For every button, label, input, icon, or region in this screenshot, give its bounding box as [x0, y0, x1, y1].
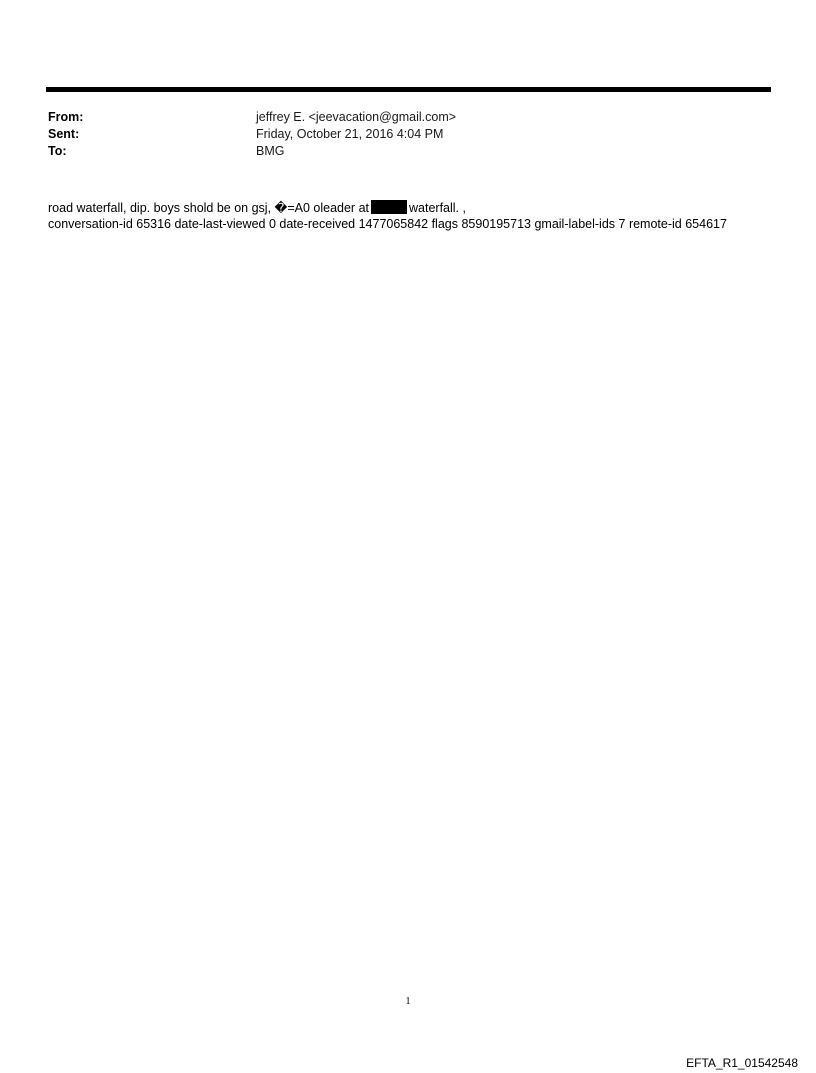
- body-line-1: [48, 200, 773, 216]
- sent-value: Friday, October 21, 2016 4:04 PM: [256, 127, 444, 141]
- message-body: [48, 200, 773, 232]
- to-value: BMG: [256, 144, 285, 158]
- body-line-1-start: road waterfall, dip. boys shold be on gsj, �=A0 oleader at: [48, 201, 369, 215]
- from-label: From:: [48, 110, 84, 124]
- document-id: EFTA_R1_01542548: [686, 1056, 798, 1070]
- page-number: 1: [405, 996, 411, 1007]
- from-value: jeffrey E. <jeevacation@gmail.com>: [256, 110, 457, 124]
- to-label: To:: [48, 144, 67, 158]
- body-line-2: conversation-id 65316 date-last-viewed 0 date-received 1477065842 flags 8590195713 gmail-label-ids 7 remote-id 654617: [48, 217, 727, 231]
- header-rule: [46, 87, 771, 92]
- body-line-1-end: waterfall. ,: [409, 201, 466, 215]
- redaction-box: [371, 200, 407, 214]
- sent-label: Sent:: [48, 127, 80, 141]
